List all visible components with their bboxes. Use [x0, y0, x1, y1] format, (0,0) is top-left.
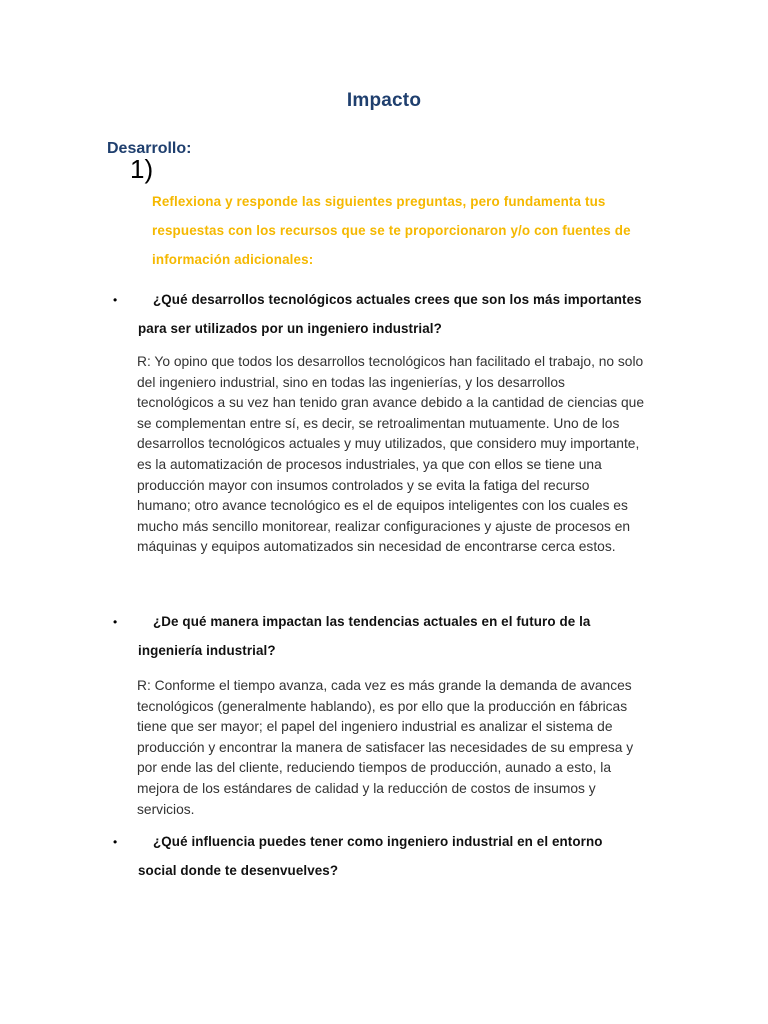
answer-1: R: Yo opino que todos los desarrollos tecnológicos han facilitado el trabajo, no solo del ingeniero industrial, sino en todas las ingenierías, y los desarrollos tecnológicos a su vez han tenido gran avance debido a la cantidad de ciencias que se complementan entre sí, es decir, se retroalimentan mutuamente. Uno de los desarrollos tecnológicos actuales y muy utilizados, que considero muy importante, es la automatización de procesos industriales, ya que con ellos se tiene una producción mayor con insumos controlados y se evita la fatiga del recurso humano; otro avance tecnológico es el de equipos inteligentes con los cuales es mucho más sencillo monitorear, realizar configuraciones y ajuste de procesos en máquinas y equipos automatizados sin necesidad de encontrarse cerca estos.	[137, 354, 645, 555]
question-3: ¿Qué influencia puedes tener como ingeniero industrial en el entorno social donde te desenvuelves?	[138, 834, 603, 878]
instructions-text: Reflexiona y responde las siguientes preguntas, pero fundamenta tus respuestas con los recursos que se te proporcionaron y/o con fuentes de información adicionales:	[152, 194, 631, 267]
answer-2: R: Conforme el tiempo avanza, cada vez es más grande la demanda de avances tecnológicos (generalmente hablando), es por ello que la producción en fábricas tiene que ser mayor; el papel del ingeniero industrial es analizar el sistema de producción y encontrar la manera de satisfacer las necesidades de su empresa y por ende las del cliente, reduciendo tiempos de producción, aunado a esto, la mejora de los estándares de calidad y la reducción de costos de insumos y servicios.	[137, 678, 634, 817]
question-2: ¿De qué manera impactan las tendencias actuales en el futuro de la ingeniería industrial?	[138, 614, 591, 658]
document-title: Impacto	[346, 90, 422, 111]
question-1: ¿Qué desarrollos tecnológicos actuales crees que son los más importantes para ser utilizados por un ingeniero industrial?	[138, 292, 642, 336]
bullet-marker: •	[113, 293, 118, 307]
question-number: 1)	[130, 154, 154, 184]
section-heading: Desarrollo:	[107, 140, 192, 157]
bullet-marker: •	[113, 615, 118, 629]
bullet-marker: •	[113, 835, 118, 849]
